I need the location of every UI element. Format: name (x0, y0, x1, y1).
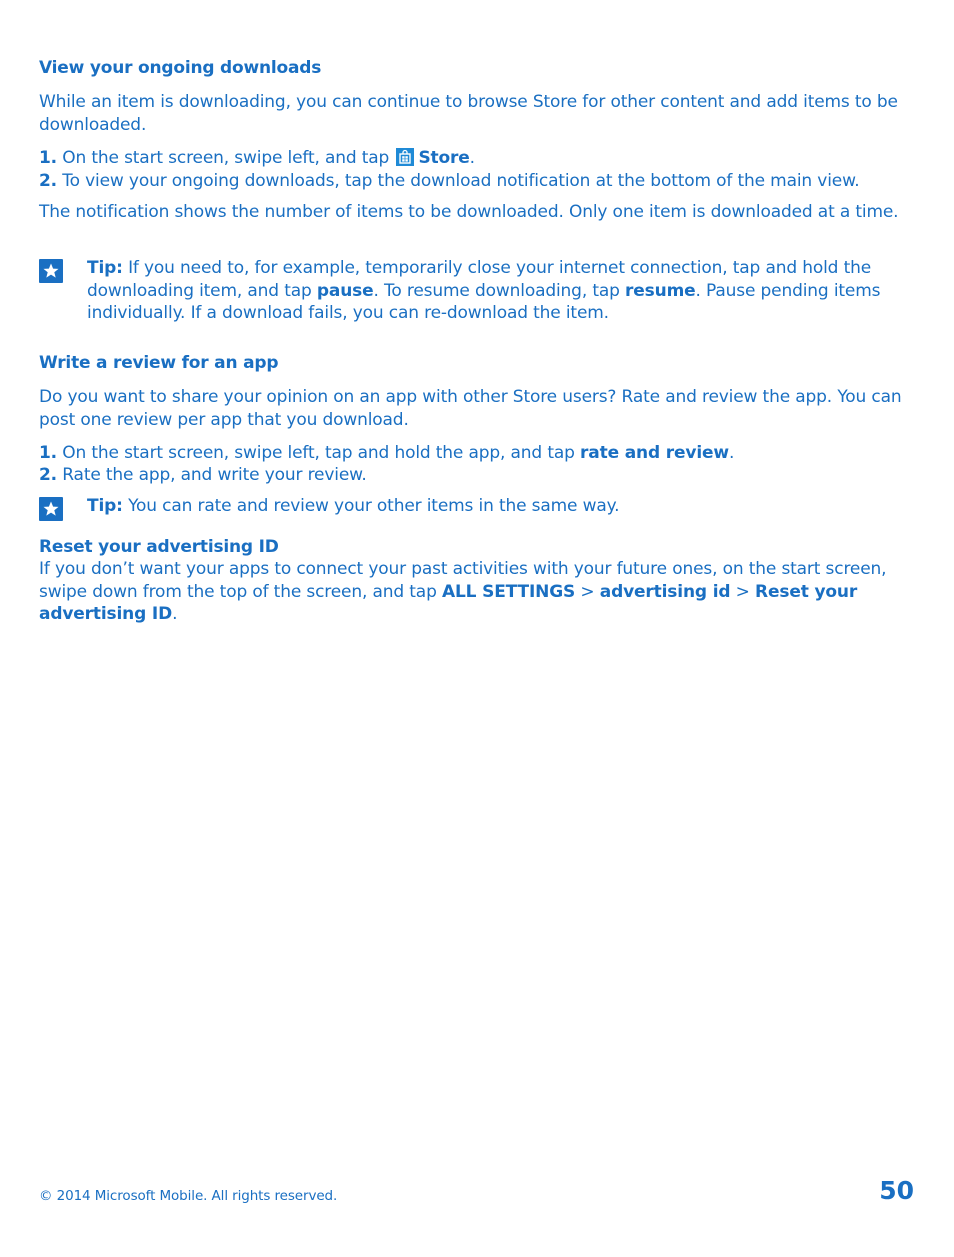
store-label: Store (418, 148, 470, 168)
text-end: . (172, 604, 178, 624)
section-heading-downloads: View your ongoing downloads (39, 58, 322, 78)
path-separator: > (580, 581, 595, 602)
tip-text-part: . Pause pending items individually. If a download fails, you can re-download the item. (87, 280, 881, 323)
step-number: 2. (39, 465, 57, 485)
step-text: To view your ongoing downloads, tap the download notification at the bottom of the main view. (62, 171, 860, 191)
review-step-1 (39, 442, 917, 465)
star-tip-icon (39, 259, 63, 283)
rate-and-review-command: rate and review (580, 443, 729, 463)
tip-box-review (39, 495, 917, 518)
tip-text-part: If you need to, for example, temporarily close your internet connection, tap and hold the downloading item, and tap (87, 258, 872, 301)
tip-label: Tip: (87, 258, 123, 278)
all-settings-command: ALL SETTINGS (441, 581, 576, 602)
advertising-id-command: advertising id (599, 581, 731, 602)
step-end: . (728, 443, 735, 463)
copyright-notice: © 2014 Microsoft Mobile. All rights reserved. (39, 1188, 338, 1204)
tip-text-part: . To resume downloading, tap (373, 280, 620, 301)
tip-box-downloads (39, 257, 917, 325)
step-number: 1. (39, 443, 57, 463)
tip-text-part: You can rate and review your other items in the same way. (128, 496, 620, 516)
path-separator: > (735, 581, 750, 602)
resume-command: resume (625, 280, 696, 301)
reset-advertising-id-command: Reset your advertising ID (39, 581, 858, 624)
pause-command: pause (316, 280, 374, 301)
downloads-intro: While an item is downloading, you can continue to browse Store for other content and add items to be downloaded. (39, 92, 898, 135)
step-text: On the start screen, swipe left, and tap (62, 148, 390, 168)
tip-text (87, 257, 917, 325)
section-heading-advertising: Reset your advertising ID (39, 537, 279, 557)
section-heading-review: Write a review for an app (39, 353, 279, 373)
review-step-2 (39, 464, 917, 487)
page-number: 50 (879, 1176, 914, 1205)
step-number: 1. (39, 148, 57, 168)
tip-label: Tip: (87, 496, 123, 516)
star-tip-icon (39, 497, 63, 521)
step-text: Rate the app, and write your review. (62, 465, 367, 485)
review-intro: Do you want to share your opinion on an app with other Store users? Rate and review the app. You can post one review per app that you download. (39, 387, 902, 430)
step-end: . (469, 148, 475, 168)
downloads-step-1 (39, 147, 917, 170)
store-icon (396, 148, 414, 166)
tip-text (87, 495, 917, 518)
step-number: 2. (39, 171, 57, 191)
advertising-text (39, 558, 917, 626)
downloads-step-2 (39, 170, 917, 193)
downloads-note: The notification shows the number of items to be downloaded. Only one item is downloaded at a time. (39, 202, 899, 222)
advertising-text-part: If you don’t want your apps to connect your past activities with your future ones, on the start screen, swipe down from the top of the screen, and tap (39, 559, 887, 602)
step-text: On the start screen, swipe left, tap and hold the app, and tap (62, 443, 575, 463)
